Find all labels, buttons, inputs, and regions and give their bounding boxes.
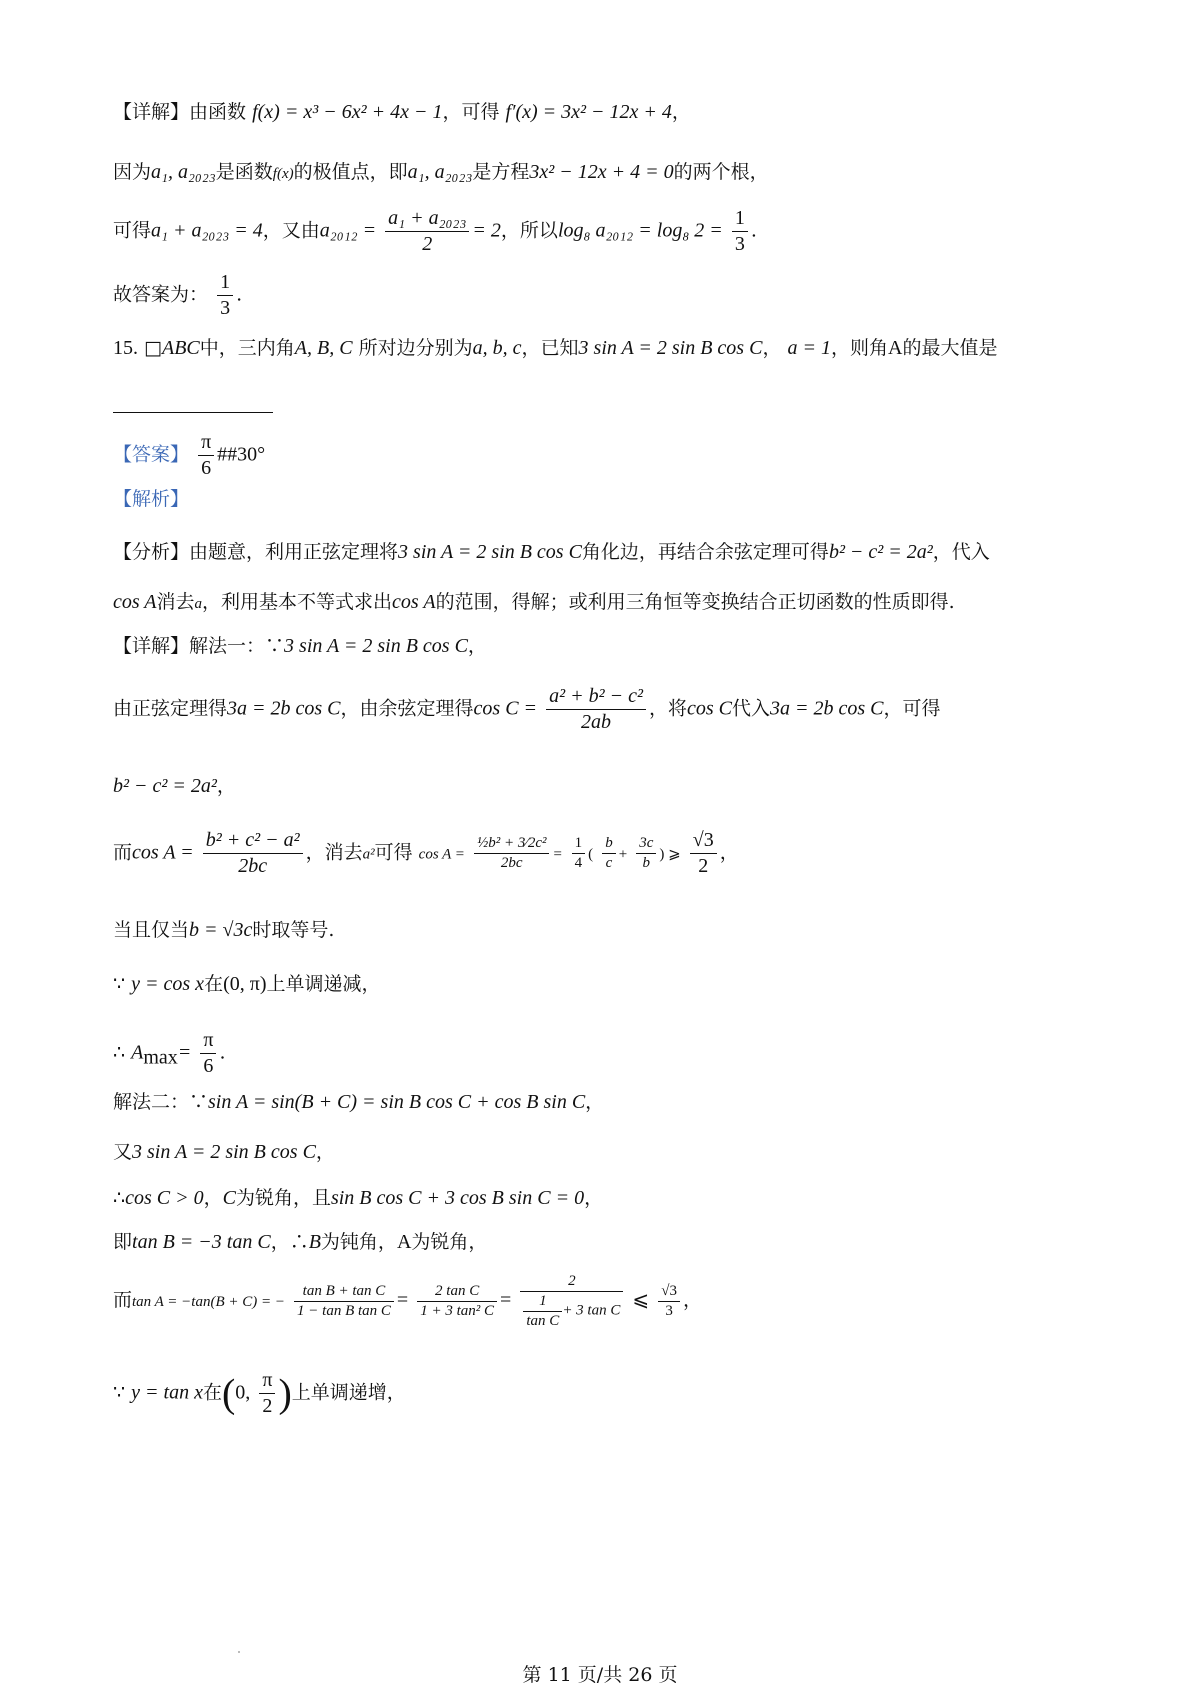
method2-condition: 又3 sin A = 2 sin B cos C，: [113, 1141, 335, 1163]
answer-fraction: $\frac{1}{3}$: [217, 270, 233, 321]
quarter-fraction: $\frac{1}{4}$: [572, 834, 586, 873]
p15-answer-line: 【答案】 $\frac{\pi}{6}$ ##30°: [113, 431, 266, 479]
midpoint-fraction: $\frac{\text{a₁ + a₂₀₂₃}}{2}$: [385, 206, 469, 257]
p14-detail-line: 【详解】由函数 f(x) = x³ − 6x² + 4x − 1，可得 f′(x) = 3x² − 12x + 4，: [113, 101, 691, 123]
p15-question-line: 15. □ABC中，三内角A, B, C 所对边分别为a, b, c，已知3 sin A = 2 sin B cos C， a = 1，则角A的最大值是: [113, 337, 998, 359]
method2-acute: ∴cos C > 0，C为锐角，且sin B cos C + 3 cos B sin C = 0，: [113, 1187, 604, 1209]
sqrt3-over-3: $\frac{√3}{3}$: [658, 1282, 680, 1321]
footer-dot: [238, 1651, 240, 1653]
sqrt3-over-2: $\frac{√3}{2}$: [690, 828, 717, 879]
one-third-fraction: $\frac{1}{3}$: [732, 206, 748, 257]
cos-decreasing: ∵ y = cos x在(0, π)上单调递减，: [113, 973, 381, 995]
p14-midpoint-line: 可得a₁ + a₂₀₂₃ = 4，又由a₂₀₁₂ = $\frac{\text{a₁ + a₂₀₂₃}}{2}$ = 2，所以log₈ a₂₀₁₂ = log₈ 2 = $\frac{1}{3}$ .: [113, 207, 757, 255]
Amax-fraction: $\frac{\pi}{6}$: [200, 1028, 216, 1079]
method2-header: 解法二：∵sin A = sin(B + C) = sin B cos C + cos B sin C，: [113, 1091, 605, 1113]
triangle-box-glyph: □: [144, 337, 162, 359]
method1-result: b² − c² = 2a²，: [113, 775, 236, 797]
question-number: 15.: [113, 337, 138, 359]
tan-complex-fraction: 2 $\frac{1}{\text{tan C}}$ + 3 tan C: [520, 1272, 623, 1330]
method1-header: 【详解】解法一：∵3 sin A = 2 sin B cos C，: [113, 635, 487, 657]
page-footer: 第 11 页/共 26 页: [522, 1664, 678, 1686]
answer-blank: [113, 396, 273, 419]
pi-over-two: $\frac{\pi}{2}$: [259, 1368, 275, 1419]
tan-increasing: ∵ y = tan x在(0, $\frac{\pi}{2}$ )上单调递增，: [113, 1369, 406, 1417]
pi-over-six: $\frac{\pi}{6}$: [198, 430, 214, 481]
cosA-substituted-fraction: $\frac{\text{½b² + 3⁄2c²}}{2bc}$: [474, 834, 550, 873]
function-definition: f(x) = x³ − 6x² + 4x − 1: [252, 101, 443, 123]
tan-sum-fraction: $\frac{\text{tan B + tan C}}{\text{1 − tan B tan C}}$: [294, 1282, 394, 1321]
p14-answer-line: 故答案为： $\frac{1}{3}$ .: [113, 271, 243, 319]
fenxi-line-1: 【分析】由题意，利用正弦定理将3 sin A = 2 sin B cos C角化边，再结合余弦定理可得b² − c² = 2a²，代入: [113, 541, 990, 563]
b-over-c: $\frac{b}{c}$: [602, 834, 616, 873]
cosA-fraction: $\frac{\text{b² + c² − a²}}{2bc}$: [203, 828, 303, 879]
derivative: f′(x) = 3x² − 12x + 4: [505, 101, 672, 123]
detail-tag: 【详解】: [113, 101, 190, 123]
cosC-fraction: $\frac{\text{a² + b² − c²}}{2ab}$: [546, 684, 646, 735]
method1-line-2: 由正弦定理得3a = 2b cos C，由余弦定理得cos C = $\frac{\text{a² + b² − c²}}{2ab}$ ，将cos C代入3a = 2b cos C，可得: [113, 685, 941, 733]
tan-double-fraction: $\frac{\text{2 tan C}}{\text{1 + 3 tan² C}}$: [417, 1282, 497, 1321]
3c-over-b: $\frac{3c}{b}$: [636, 834, 656, 873]
method1-cosA-line: 而cos A = $\frac{\text{b² + c² − a²}}{2bc}$ ，消去a²可得 cos A = $\frac{\text{½b² + 3⁄2c²}}{2bc}$ = $\frac{1}{4}$ ( $\frac{b}{c}$ + $\frac{3c}{b}$ ) ⩾ $\frac{√3}{2}$ ，: [113, 829, 739, 877]
equality-condition: 当且仅当b = √3c时取等号.: [113, 919, 335, 941]
method2-tanB: 即tan B = −3 tan C，∴B为钝角，A为锐角，: [113, 1231, 488, 1253]
Amax-line: ∴ $A_{max}=$ $\frac{\pi}{6}$ .: [113, 1029, 226, 1077]
fenxi-line-2: cos A消去a，利用基本不等式求出cos A的范围，得解；或利用三角恒等变换结合正切函数的性质即得.: [113, 591, 955, 613]
answer-tag: 【答案】: [113, 443, 190, 466]
analysis-tag: 【解析】: [113, 488, 190, 510]
method2-tanA: 而tan A = −tan(B + C) = − $\frac{\text{tan B + tan C}}{\text{1 − tan B tan C}}$ = $\frac{\text{2 tan C}}{\text{1 + 3 tan² C}}$ = 2 $\frac{1}{\text{tan C}}$ + 3 tan C ⩽ $\frac{√3}{3}$ ，: [113, 1273, 702, 1329]
p14-roots-line: 因为a₁, a₂₀₂₃是函数f(x)的极值点，即a₁, a₂₀₂₃是方程3x² − 12x + 4 = 0的两个根，: [113, 161, 769, 183]
